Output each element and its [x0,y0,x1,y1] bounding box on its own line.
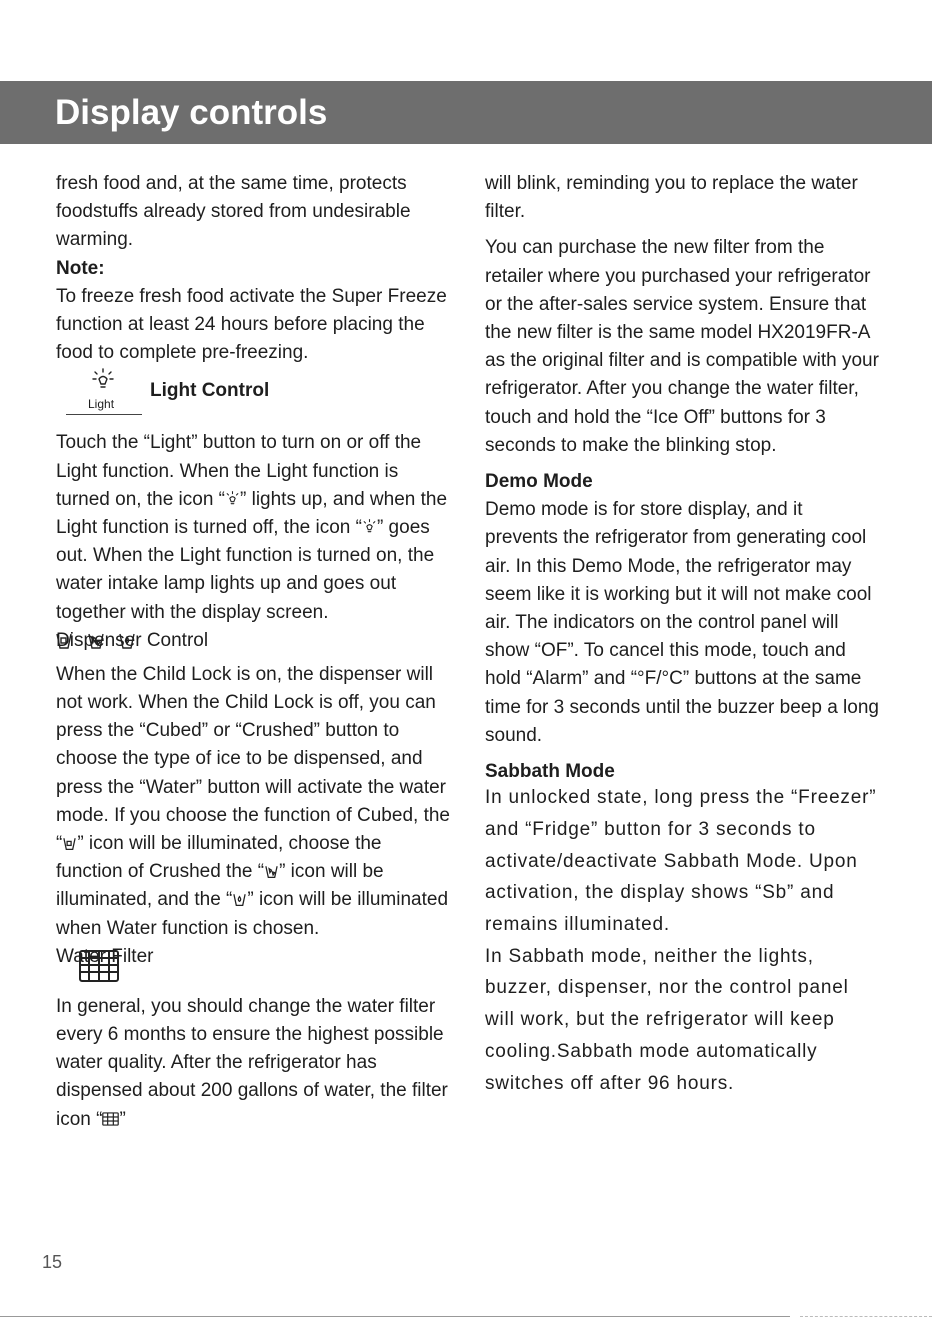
dispenser-control-heading [56,627,451,661]
footer-rule [0,1316,790,1317]
water-icon [119,630,135,650]
sabbath-mode-text: In unlocked state, long press the “Freezer” and “Fridge” button for 3 seconds to activate/deactivate Sabbath Mode. Upon activation, the display shows “Sb” and remains illuminated. [485,787,877,936]
light-bulb-icon [225,491,240,507]
dispenser-control-text: When the Child Lock is on, the dispenser will not work. When the Child Lock is off, you can press the “Cubed” or “Crushed” button to choose the type of ice to be dispensed, and press the “Water” button will activate the water mode. If you choose the function of Cubed, the “ ” icon will be illuminated, choose the function of Crushed the “ ” icon will be illuminated, and the “ ” icon will be illuminated when Water function is chosen. [56,663,450,939]
sabbath-mode-heading: Sabbath Mode [485,761,615,783]
light-control-heading [56,367,451,429]
note-label: Note: [56,257,105,279]
ice-cubed-icon [56,630,72,650]
water-filter-label: Water Filter [56,945,154,967]
page-number: 15 [42,1252,63,1272]
header-bar [0,81,932,144]
water-filter-grid-icon [102,1111,119,1127]
light-caption: Light [88,397,115,412]
footer-dash [800,1316,932,1317]
light-bulb-icon [362,519,377,535]
water-icon [232,891,247,907]
ice-cubed-icon [62,835,77,851]
right-column [485,170,880,1099]
filter-blink-paragraph: will blink, reminding you to replace the water filter. [485,173,858,223]
water-filter-text: In general, you should change the water filter every 6 months to ensure the highest possible water quality. After the refrigerator has dispensed about 200 gallons of water, the filter icon “ ” [56,995,448,1130]
ice-crushed-icon [264,863,279,879]
left-column [56,170,451,1134]
note-text: To freeze fresh food activate the Super Freeze function at least 24 hours before placing the food to complete pre-freezing. [56,285,447,364]
sabbath-mode-text-2: In Sabbath mode, neither the lights, buzzer, dispenser, nor the control panel will work, but the refrigerator will keep cooling.Sabbath mode automatically switches off after 96 hours. [485,945,849,1094]
ice-crushed-icon [88,630,104,650]
page-title: Display controls [55,93,328,132]
divider [66,414,142,415]
dispenser-control-label: Dispenser Control [56,629,209,651]
light-bulb-icon [92,368,114,392]
filter-purchase-paragraph: You can purchase the new filter from the retailer where you purchased your refrigerator or the after-sales service system. Ensure that the new filter is the same model HX2019FR-A as the original filter and is compatible with your refrigerator. After you change the water filter, touch and hold the “Ice Off” buttons for 3 seconds to make the blinking stop. [485,237,879,456]
demo-mode-heading: Demo Mode [485,471,593,493]
light-control-label: Light Control [150,380,270,402]
water-filter-heading [56,943,451,993]
intro-paragraph: fresh food and, at the same time, protects foodstuffs already stored from undesirable warming. [56,173,411,251]
light-control-text: Touch the “Light” button to turn on or off the Light function. When the Light function is turned on, the icon “ ” lights up, and when the Light function is turned off, the icon “ ” goes out. When the Light function is turned on, the water intake lamp lights up and goes out together with the display screen. [56,432,448,623]
water-filter-grid-icon [78,949,120,983]
demo-mode-text: Demo mode is for store display, and it prevents the refrigerator from generating cool air. In this Demo Mode, the refrigerator may seem like it is working but it will not make cool air. The indicators on the control panel will show “OF”. To cancel this mode, touch and hold “Alarm” and “°F/°C” buttons at the same time for 3 seconds until the buzzer beep a long sound. [485,499,879,746]
